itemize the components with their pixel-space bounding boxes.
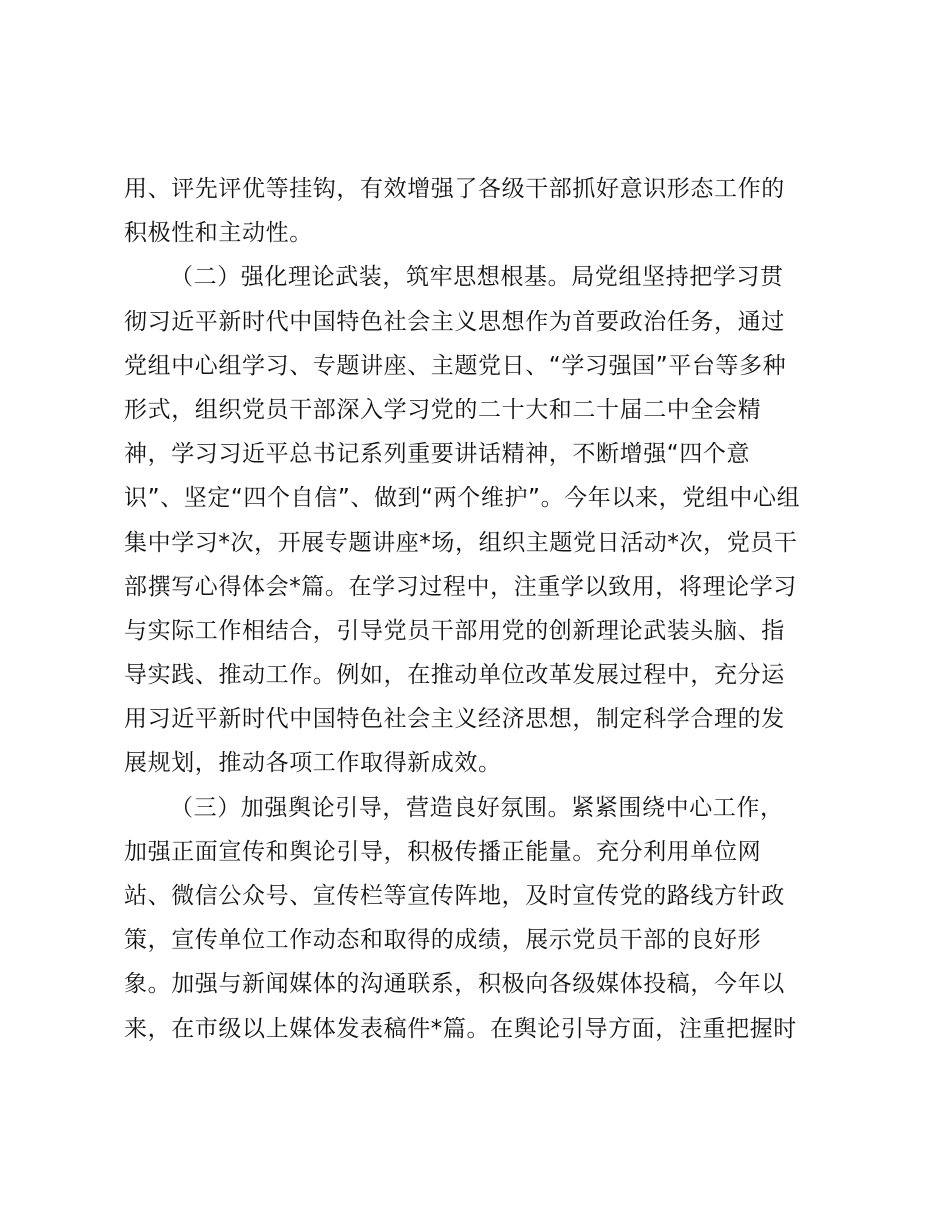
text-line: 形式，组织党员干部深入学习党的二十大和二十届二中全会精 [124,396,762,423]
text-line: 彻习近平新时代中国特色社会主义思想作为首要政治任务，通过 [124,308,785,335]
text-line: 加强正面宣传和舆论引导，积极传播正能量。充分利用单位网 [124,838,762,865]
text-line: 来，在市级以上媒体发表稿件*篇。在舆论引导方面，注重把握时 [124,1015,797,1042]
text-line: 象。加强与新闻媒体的沟通联系，积极向各级媒体投稿，今年以 [124,971,785,998]
text-line: 展规划，推动各项工作取得新成效。 [124,750,502,777]
text-line: 党组中心组学习、专题讲座、主题党日、“学习强国”平台等多种 [124,352,787,379]
text-line: 站、微信公众号、宣传栏等宣传阵地，及时宣传党的路线方针政 [124,883,785,909]
body-text [124,167,864,1051]
text-line: 部撰写心得体会*篇。在学习过程中，注重学以致用，将理论学习 [124,573,797,600]
text-line: 导实践、推动工作。例如，在推动单位改革发展过程中，充分运 [124,662,785,689]
text-line: 与实际工作相结合，引导党员干部用党的创新理论武装头脑、指 [124,617,785,644]
section-heading-line: （三）加强舆论引导，营造良好氛围。紧紧围绕中心工作， [170,794,784,821]
text-line: 用习近平新时代中国特色社会主义经济思想，制定科学合理的发 [124,706,785,733]
text-line: 神，学习习近平总书记系列重要讲话精神，不断增强“四个意 [124,441,751,468]
text-line: 用、评先评优等挂钩，有效增强了各级干部抓好意识形态工作的 [124,176,785,202]
text-line: 策，宣传单位工作动态和取得的成绩，展示党员干部的良好形 [124,927,762,954]
text-line: 积极性和主动性。 [124,220,313,247]
section-heading-line: （二）强化理论武装，筑牢思想根基。局党组坚持把学习贯 [170,264,784,291]
text-line: 集中学习*次，开展专题讲座*场，组织主题党日活动*次，党员干 [124,529,798,556]
text-line: 识”、坚定“四个自信”、做到“两个维护”。今年以来，党组中心组 [124,485,801,512]
